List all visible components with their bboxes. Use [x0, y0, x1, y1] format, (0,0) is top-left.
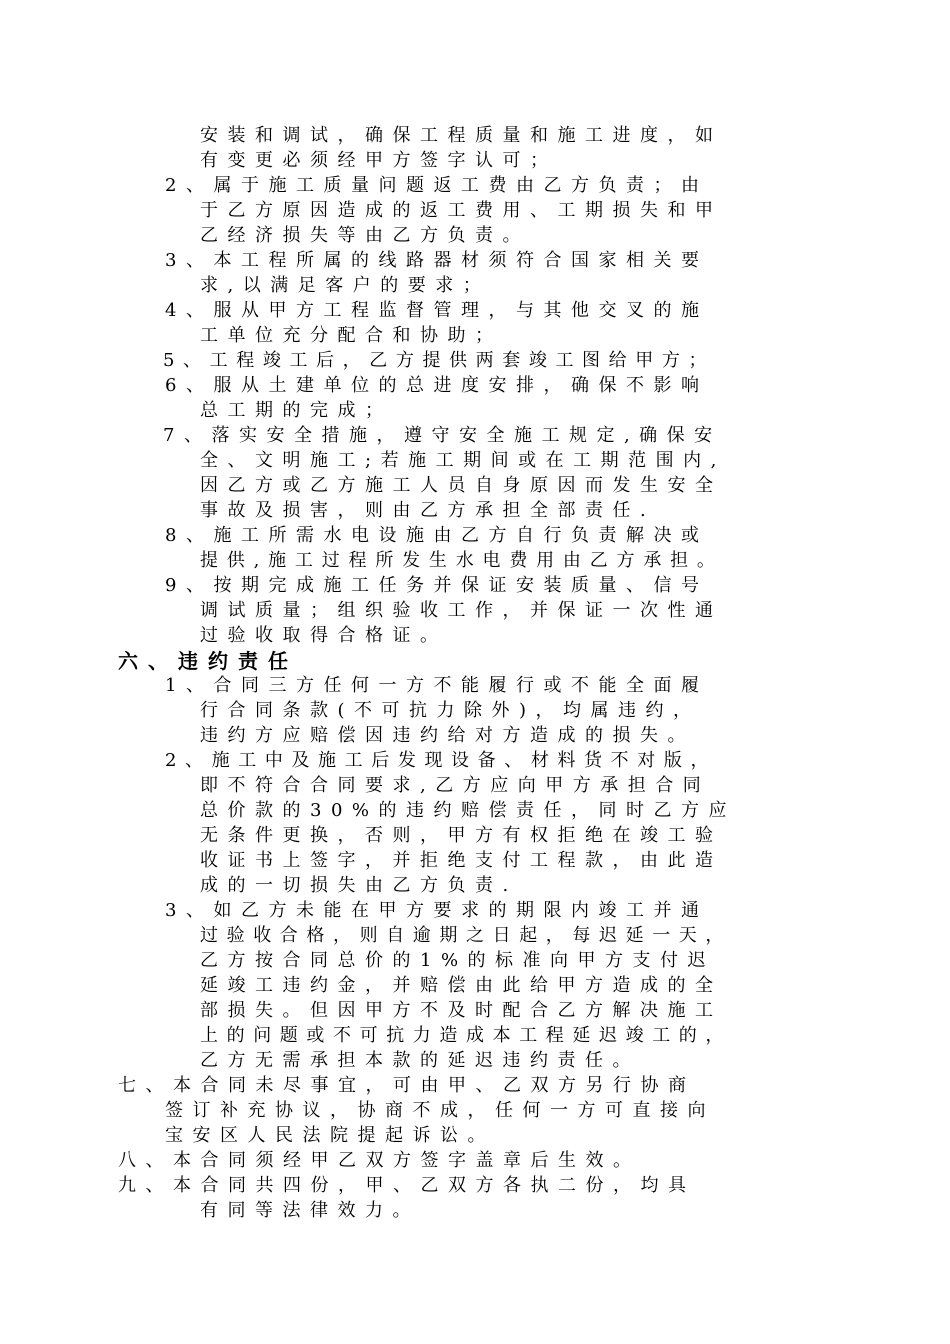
- penalty-line: 成的一切损失由乙方负责.: [200, 875, 518, 896]
- clause-line: 因乙方或乙方施工人员自身原因而发生安全: [200, 475, 723, 496]
- penalty-line: 过验收合格，则自逾期之日起，每迟延一天，: [200, 925, 732, 946]
- clause-item-4: 4、服从甲方工程监督管理，与其他交叉的施: [165, 300, 709, 321]
- clause-item-5: 5、工程竣工后，乙方提供两套竣工图给甲方；: [163, 350, 716, 371]
- clause-line: 全、文明施工;若施工期间或在工期范围内,: [200, 450, 726, 471]
- section-7: 七、本合同未尽事宜，可由甲、乙双方另行协商: [118, 1075, 696, 1096]
- continuation-line: 有变更必须经甲方签字认可；: [200, 150, 558, 171]
- clause-item-9: 9、按期完成施工任务并保证安装质量、信号: [165, 575, 709, 596]
- penalty-item-3: 3、如乙方未能在甲方要求的期限内竣工并通: [165, 900, 709, 921]
- penalty-line: 行合同条款(不可抗力除外)，均属违约，: [200, 700, 701, 721]
- continuation-line: 安装和调试，确保工程质量和施工进度，如: [200, 125, 723, 146]
- clause-line: 调试质量；组织验收工作，并保证一次性通: [200, 600, 723, 621]
- penalty-item-1: 1、合同三方任何一方不能履行或不能全面履: [165, 675, 709, 696]
- clause-item-8: 8、施工所需水电设施由乙方自行负责解决或: [165, 525, 709, 546]
- penalty-line: 部损失。但因甲方不及时配合乙方解决施工: [200, 1000, 723, 1021]
- clause-item-7: 7、落实安全措施，遵守安全施工规定,确保安: [163, 425, 722, 446]
- penalty-line: 乙方无需承担本款的延迟违约责任。: [200, 1050, 640, 1071]
- penalty-line: 总价款的30%的违约赔偿责任，同时乙方应: [200, 800, 737, 821]
- clause-line: 事故及损害，则由乙方承担全部责任.: [200, 500, 656, 521]
- clause-line: 总工期的完成；: [200, 400, 393, 421]
- section-9-line: 有同等法律效力。: [200, 1200, 420, 1221]
- section-7-line: 签订补充协议，协商不成，任何一方可直接向: [165, 1100, 715, 1121]
- section-9: 九、本合同共四份，甲、乙双方各执二份，均具: [118, 1175, 696, 1196]
- clause-line: 于乙方原因造成的返工费用、工期损失和甲: [200, 200, 723, 221]
- clause-item-6: 6、服从土建单位的总进度安排，确保不影响: [165, 375, 709, 396]
- penalty-line: 乙方按合同总价的1%的标准向甲方支付迟: [200, 950, 716, 971]
- section-7-line: 宝安区人民法院提起诉讼。: [165, 1125, 495, 1146]
- section-8: 八、本合同须经甲乙双方签字盖章后生效。: [118, 1150, 641, 1171]
- penalty-line: 上的问题或不可抗力造成本工程延迟竣工的，: [200, 1025, 732, 1046]
- clause-line: 提供,施工过程所发生水电费用由乙方承担。: [200, 550, 724, 571]
- penalty-line: 即不符合合同要求,乙方应向甲方承担合同: [200, 775, 711, 796]
- clause-item-2: 2、属于施工质量问题返工费由乙方负责；由: [165, 175, 709, 196]
- clause-line: 过验收取得合格证。: [200, 625, 448, 646]
- penalty-item-2: 2、施工中及施工后发现设备、材料货不对版，: [165, 750, 718, 771]
- clause-line: 求,以满足客户的要求；: [200, 275, 491, 296]
- penalty-line: 延竣工违约金，并赔偿由此给甲方造成的全: [200, 975, 723, 996]
- penalty-line: 收证书上签字，并拒绝支付工程款，由此造: [200, 850, 723, 871]
- clause-line: 乙经济损失等由乙方负责。: [200, 225, 530, 246]
- section-heading-6: 六、违约责任: [118, 649, 298, 673]
- clause-item-3: 3、本工程所属的线路器材须符合国家相关要: [165, 250, 709, 271]
- penalty-line: 无条件更换，否则，甲方有权拒绝在竣工验: [200, 825, 723, 846]
- penalty-line: 违约方应赔偿因违约给对方造成的损失。: [200, 725, 695, 746]
- clause-line: 工单位充分配合和协助；: [200, 325, 503, 346]
